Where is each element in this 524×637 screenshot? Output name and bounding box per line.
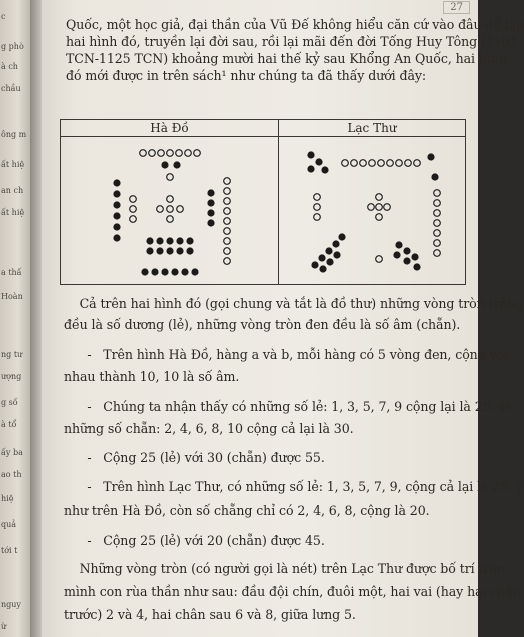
previous-page-text-fragment: à ch: [1, 62, 18, 71]
previous-page-text-fragment: nguy: [1, 600, 21, 609]
ha-do-diagram-cell: [61, 137, 279, 285]
body-line: - Trên hình Lạc Thư, có những số lẻ: 1, 3, 5, 7, 9, cộng cả lại là 25, y: [64, 479, 523, 494]
lead-line: TCN-1125 TCN) khoảng mười hai thế kỷ sau Khổng An Quốc, hai hình: [66, 51, 507, 66]
previous-page-text-fragment: ông m: [1, 130, 27, 139]
previous-page-text-fragment: ừ: [1, 622, 7, 631]
header-lac-thu: Lạc Thư: [279, 120, 466, 137]
previous-page-text-fragment: a thấ: [1, 268, 22, 277]
lac-thu-diagram-cell: [279, 137, 466, 285]
previous-page-text-fragment: ấy ba: [1, 448, 23, 457]
previous-page-text-fragment: ất hiệ: [1, 160, 25, 169]
previous-page-text-fragment: quả: [1, 520, 17, 529]
book-gutter: [30, 0, 42, 637]
previous-page-text-fragment: ượng: [1, 372, 22, 381]
previous-page-text-fragment: Hoàn: [1, 292, 23, 301]
previous-page-text-fragment: ao th: [1, 470, 22, 479]
lead-line: đó mới được in trên sách¹ như chúng ta đã thấy dưới đây:: [66, 68, 427, 83]
previous-page-text-fragment: hiệ: [1, 494, 14, 503]
book-page: [42, 0, 524, 637]
body-line: Những vòng tròn (có người gọi là nét) trên Lạc Thư được bố trí trên: [64, 561, 505, 576]
previous-page-text-fragment: à tổ: [1, 420, 17, 429]
previous-page-edge: [0, 0, 30, 637]
lac-thu-diagram: [279, 137, 467, 285]
previous-page-text-fragment: ng tư: [1, 350, 23, 359]
body-line: như trên Hà Đồ, còn số chẵng chỉ có 2, 4, 6, 8, cộng là 20.: [64, 503, 430, 518]
body-line: mình con rùa thần như sau: đầu đội chín, đuôi một, hai vai (hay hai chân: [64, 584, 521, 599]
ha-do-lac-thu-table: [60, 119, 466, 285]
body-line: trước) 2 và 4, hai chân sau 6 và 8, giữa lưng 5.: [64, 607, 356, 622]
body-line: - Chúng ta nhận thấy có những số lẻ: 1, 3, 5, 7, 9 cộng lại là 25, và: [64, 399, 513, 414]
body-line: đều là số dương (lẻ), những vòng tròn đen đều là số âm (chẵn).: [64, 317, 461, 332]
body-line: Cả trên hai hình đó (gọi chung và tắt là đồ thư) những vòng tròn trắng: [64, 296, 523, 311]
previous-page-text-fragment: c: [1, 12, 6, 21]
page-number: 27: [443, 1, 470, 14]
body-line: - Cộng 25 (lẻ) với 30 (chẵn) được 55.: [64, 450, 325, 465]
previous-page-text-fragment: tới t: [1, 546, 18, 555]
body-line: những số chẵn: 2, 4, 6, 8, 10 cộng cả lại là 30.: [64, 421, 354, 436]
body-line: nhau thành 10, 10 là số âm.: [64, 369, 240, 384]
lead-line: hai hình đó, truyền lại đời sau, rồi lại mãi đến đời Tống Huy Tông (1101: [66, 34, 518, 49]
header-ha-do: Hà Đồ: [61, 120, 279, 137]
lead-line: Quốc, một học giả, đại thần của Vũ Đế không hiểu căn cứ vào đâu để lập: [66, 17, 524, 32]
previous-page-text-fragment: an ch: [1, 186, 24, 195]
body-line: - Trên hình Hà Đồ, hàng a và b, mỗi hàng có 5 vòng đen, cộng với: [64, 347, 508, 362]
ha-do-diagram: [61, 137, 278, 285]
previous-page-text-fragment: g phò: [1, 42, 24, 51]
previous-page-text-fragment: ất hiệ: [1, 208, 25, 217]
previous-page-text-fragment: chầu: [1, 84, 21, 93]
lead-paragraph: [66, 16, 524, 84]
previous-page-text-fragment: g số: [1, 398, 18, 407]
body-line: - Cộng 25 (lẻ) với 20 (chẵn) được 45.: [64, 533, 325, 548]
